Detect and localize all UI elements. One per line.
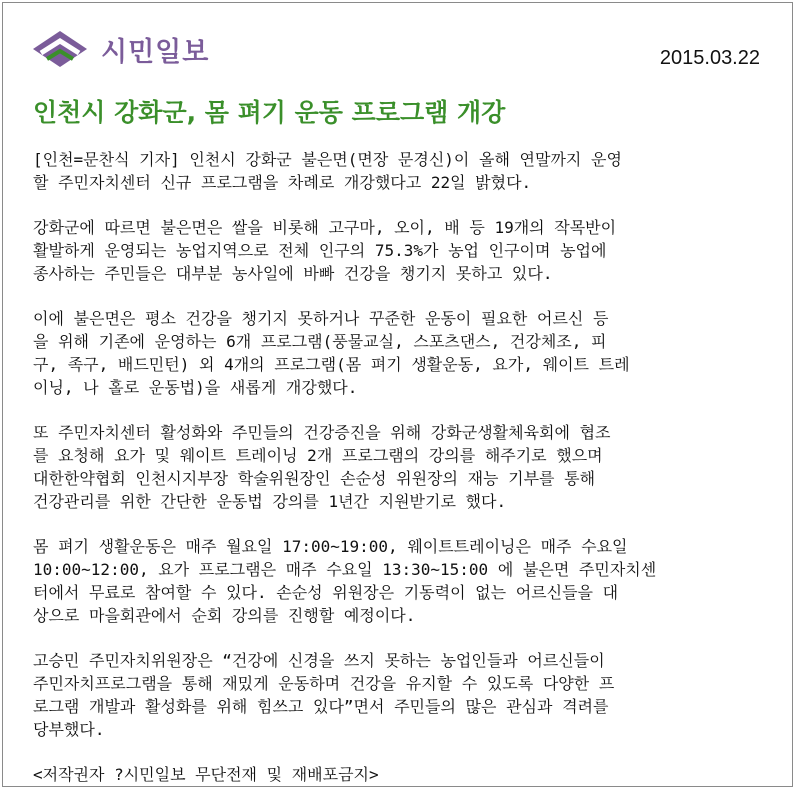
paragraph: 이에 불은면은 평소 건강을 챙기지 못하거나 꾸준한 운동이 필요한 어르신 등 을 위해 기존에 운영하는 6개 프로그램(풍물교실, 스포츠댄스, 건강체조, 피 구, 족구, 배드민턴) 외 4개의 프로그램(몸 펴기 생활운동, 요가, 웨이트 트레 이닝, 나 홀로 운동법)을 새롭게 개강했다. (33, 309, 630, 397)
publish-date: 2015.03.22 (659, 47, 760, 69)
copyright-notice: <저작권자 ?시민일보 무단전재 및 재배포금지> (33, 765, 379, 784)
article-headline: 인천시 강화군, 몸 펴기 운동 프로그램 개강 (33, 98, 506, 127)
logo-text: 시민일보 (101, 36, 210, 68)
paragraph: [인천=문찬식 기자] 인천시 강화군 불은면(면장 문경신)이 올해 연말까지 운영 할 주민자치센터 신규 프로그램을 차례로 개강했다고 22일 밝혔다. (33, 150, 622, 192)
paragraph: 고승민 주민자치위원장은 “건강에 신경을 쓰지 못하는 농업인들과 어르신들이 주민자치프로그램을 통해 재밌게 운동하며 건강을 유지할 수 있도록 다양한 프 로그램 개발과 활성화를 위해 힘쓰고 있다”면서 주민들의 많은 관심과 격려를 당부했다. (33, 651, 615, 739)
article-body (33, 148, 778, 808)
masthead (29, 25, 209, 73)
paragraph: 또 주민자치센터 활성화와 주민들의 건강증진을 위해 강화군생활체육회에 협조 를 요청해 요가 및 웨이트 트레이닝 2개 프로그램의 강의를 해주기로 했으며 대한한약협회 인천시지부장 학술위원장인 손순성 위원장의 재능 기부를 통해 건강관리를 위한 간단한 운동법 강의를 1년간 지원받기로 했다. (33, 423, 611, 511)
article-frame (2, 2, 793, 787)
paragraph: 몸 펴기 생활운동은 매주 월요일 17:00~19:00, 웨이트트레이닝은 매주 수요일 10:00~12:00, 요가 프로그램은 매주 수요일 13:30~15:00 에 불은면 주민자치센 터에서 무료로 참여할 수 있다. 손순성 위원장은 기동력이 없는 어르신들을 대 상으로 마을회관에서 순회 강의를 진행할 예정이다. (33, 537, 657, 625)
paragraph: 강화군에 따르면 불은면은 쌀을 비롯해 고구마, 오이, 배 등 19개의 작목반이 활발하게 운영되는 농업지역으로 전체 인구의 75.3%가 농업 인구이며 농업에 종사하는 주민들은 대부분 농사일에 바빠 건강을 챙기지 못하고 있다. (33, 218, 617, 283)
diamond-chevron-icon (29, 29, 91, 69)
